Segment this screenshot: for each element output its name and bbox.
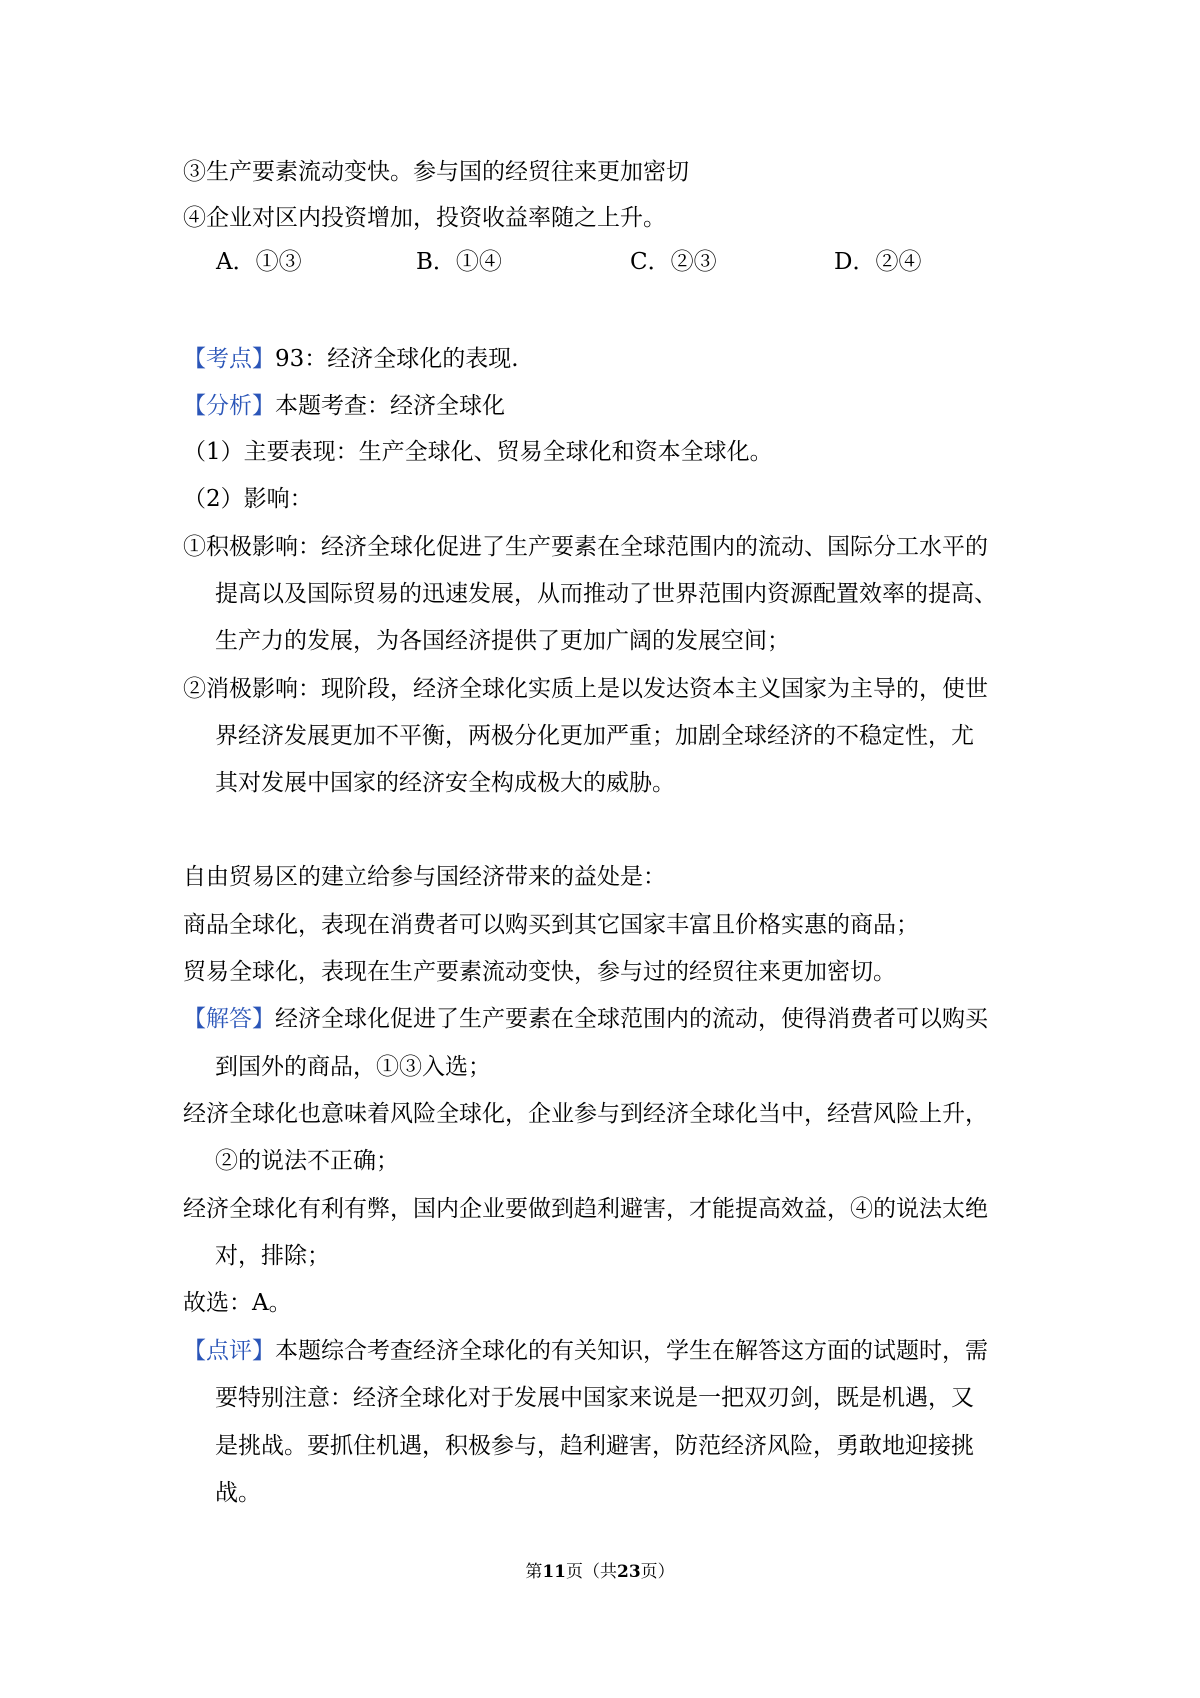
fenxi-positive: ①积极影响：经济全球化促进了生产要素在全球范围内的流动、国际分工水平的: [183, 534, 988, 560]
option-b: B．①④: [416, 249, 502, 275]
page-total: 23: [617, 1562, 641, 1582]
fenxi-line: 【分析】本题考查：经济全球化: [183, 393, 505, 419]
jieda-tag: 【解答】: [183, 1006, 275, 1032]
jieda-cont: 对，排除；: [215, 1243, 330, 1269]
option-d: D．②④: [834, 249, 922, 275]
jieda-cont: 到国外的商品，①③入选；: [215, 1054, 491, 1080]
dianping-cont: 要特别注意：经济全球化对于发展中国家来说是一把双刃剑，既是机遇，又: [215, 1385, 974, 1411]
dianping-line: 【点评】本题综合考查经济全球化的有关知识，学生在解答这方面的试题时，需: [183, 1338, 988, 1364]
fenxi-positive-cont: 提高以及国际贸易的迅速发展，从而推动了世界范围内资源配置效率的提高、: [215, 581, 997, 607]
jieda-answer: 故选：A。: [183, 1290, 292, 1316]
fenxi-extra: 贸易全球化，表现在生产要素流动变快，参与过的经贸往来更加密切。: [183, 959, 896, 985]
option-a: A．①③: [216, 249, 302, 275]
fenxi-negative-cont: 界经济发展更加不平衡，两极分化更加严重；加剧全球经济的不稳定性，尤: [215, 723, 974, 749]
fenxi-positive-cont: 生产力的发展，为各国经济提供了更加广阔的发展空间；: [215, 628, 790, 654]
question-item-3: ③生产要素流动变快。参与国的经贸往来更加密切: [183, 159, 689, 185]
jieda-cont: ②的说法不正确；: [215, 1148, 399, 1174]
dianping-cont: 是挑战。要抓住机遇，积极参与，趋利避害，防范经济风险，勇敢地迎接挑: [215, 1433, 974, 1459]
fenxi-extra: 自由贸易区的建立给参与国经济带来的益处是：: [183, 864, 666, 890]
fenxi-extra: 商品全球化，表现在消费者可以购买到其它国家丰富且价格实惠的商品；: [183, 912, 919, 938]
fenxi-point-2: （2）影响：: [183, 486, 313, 512]
fenxi-point-1: （1）主要表现：生产全球化、贸易全球化和资本全球化。: [183, 439, 773, 465]
jieda-line: 【解答】经济全球化促进了生产要素在全球范围内的流动，使得消费者可以购买: [183, 1006, 988, 1032]
fenxi-negative: ②消极影响：现阶段，经济全球化实质上是以发达资本主义国家为主导的，使世: [183, 676, 988, 702]
dianping-cont: 战。: [215, 1480, 261, 1506]
fenxi-negative-cont: 其对发展中国家的经济安全构成极大的威胁。: [215, 770, 675, 796]
question-item-4: ④企业对区内投资增加，投资收益率随之上升。: [183, 205, 666, 231]
fenxi-tag: 【分析】: [183, 393, 275, 419]
page-number: 11: [542, 1562, 566, 1582]
dianping-tag: 【点评】: [183, 1338, 275, 1364]
kaodian-line: 【考点】93：经济全球化的表现.: [183, 346, 519, 372]
page-footer: 第11页（共23页）: [525, 1562, 675, 1582]
jieda-cont: 经济全球化有利有弊，国内企业要做到趋利避害，才能提高效益，④的说法太绝: [183, 1196, 988, 1222]
kaodian-tag: 【考点】: [183, 346, 275, 372]
jieda-cont: 经济全球化也意味着风险全球化，企业参与到经济全球化当中，经营风险上升，: [183, 1101, 988, 1127]
option-c: C．②③: [630, 249, 717, 275]
